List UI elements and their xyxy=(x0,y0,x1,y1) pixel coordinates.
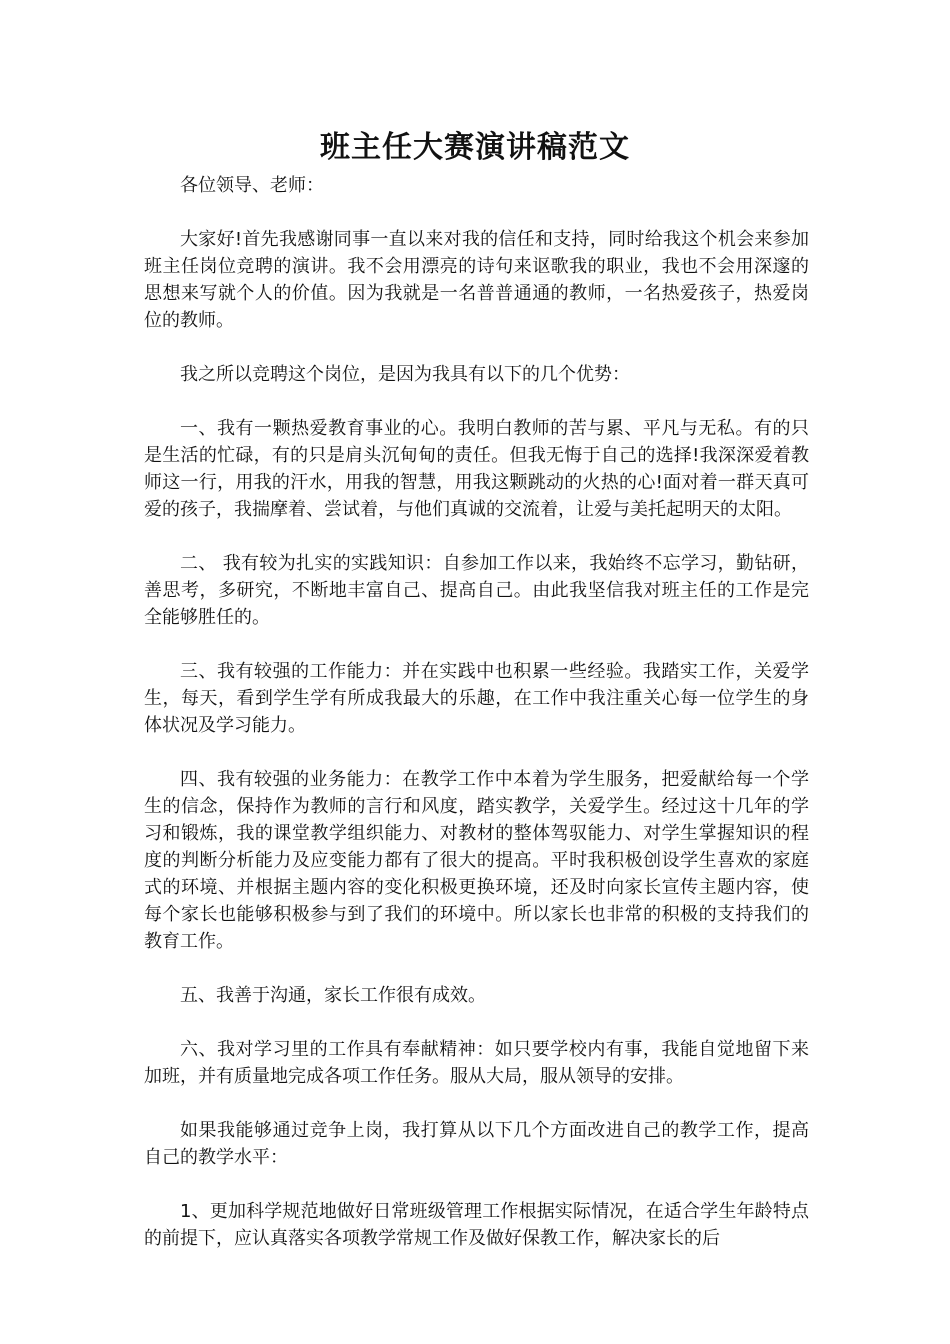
paragraph-opening: 大家好!首先我感谢同事一直以来对我的信任和支持，同时给我这个机会来参加班主任岗位竞聘的演讲。我不会用漂亮的诗句来讴歌我的职业，我也不会用深邃的思想来写就个人的价值。因为我就是一名普普通通的教师，一名热爱孩子，热爱岗位的教师。 xyxy=(144,229,809,331)
document-body xyxy=(144,172,809,1279)
paragraph-advantage-5: 五、我善于沟通，家长工作很有成效。 xyxy=(180,985,486,1006)
paragraph-advantage-6: 六、我对学习里的工作具有奉献精神：如只要学校内有事，我能自觉地留下来加班，并有质量地完成各项工作任务。服从大局，服从领导的安排。 xyxy=(144,1039,809,1087)
paragraph-plan-intro: 如果我能够通过竞争上岗，我打算从以下几个方面改进自己的教学工作，提高自己的教学水平： xyxy=(144,1120,809,1168)
greeting: 各位领导、老师： xyxy=(180,175,324,196)
paragraph-plan-1: 1、更加科学规范地做好日常班级管理工作根据实际情况，在适合学生年龄特点的前提下，应认真落实各项教学常规工作及做好保教工作，解决家长的后 xyxy=(144,1201,809,1249)
paragraph-advantage-2: 二、 我有较为扎实的实践知识：自参加工作以来，我始终不忘学习，勤钻研，善思考，多研究，不断地丰富自己、提高自己。由此我坚信我对班主任的工作是完全能够胜任的。 xyxy=(144,553,809,628)
paragraph-advantage-3: 三、我有较强的工作能力：并在实践中也积累一些经验。我踏实工作，关爱学生，每天，看到学生学有所成我最大的乐趣，在工作中我注重关心每一位学生的身体状况及学习能力。 xyxy=(144,661,809,736)
document-title: 班主任大赛演讲稿范文 xyxy=(320,130,630,165)
paragraph-advantage-1: 一、我有一颗热爱教育事业的心。我明白教师的苦与累、平凡与无私。有的只是生活的忙碌，有的只是肩头沉甸甸的责任。但我无悔于自己的选择!我深深爱着教师这一行，用我的汗水，用我的智慧，用我这颗跳动的火热的心!面对着一群天真可爱的孩子，我揣摩着、尝试着，与他们真诚的交流着，让爱与美托起明天的太阳。 xyxy=(144,418,809,520)
paragraph-advantage-4: 四、我有较强的业务能力：在教学工作中本着为学生服务，把爱献给每一个学生的信念，保持作为教师的言行和风度，踏实教学，关爱学生。经过这十几年的学习和锻炼，我的课堂教学组织能力、对教材的整体驾驭能力、对学生掌握知识的程度的判断分析能力及应变能力都有了很大的提高。平时我积极创设学生喜欢的家庭式的环境、并根据主题内容的变化积极更换环境，还及时向家长宣传主题内容，使每个家长也能够积极参与到了我们的环境中。所以家长也非常的积极的支持我们的教育工作。 xyxy=(144,769,809,952)
paragraph-reasons-intro: 我之所以竞聘这个岗位，是因为我具有以下的几个优势： xyxy=(180,364,630,385)
